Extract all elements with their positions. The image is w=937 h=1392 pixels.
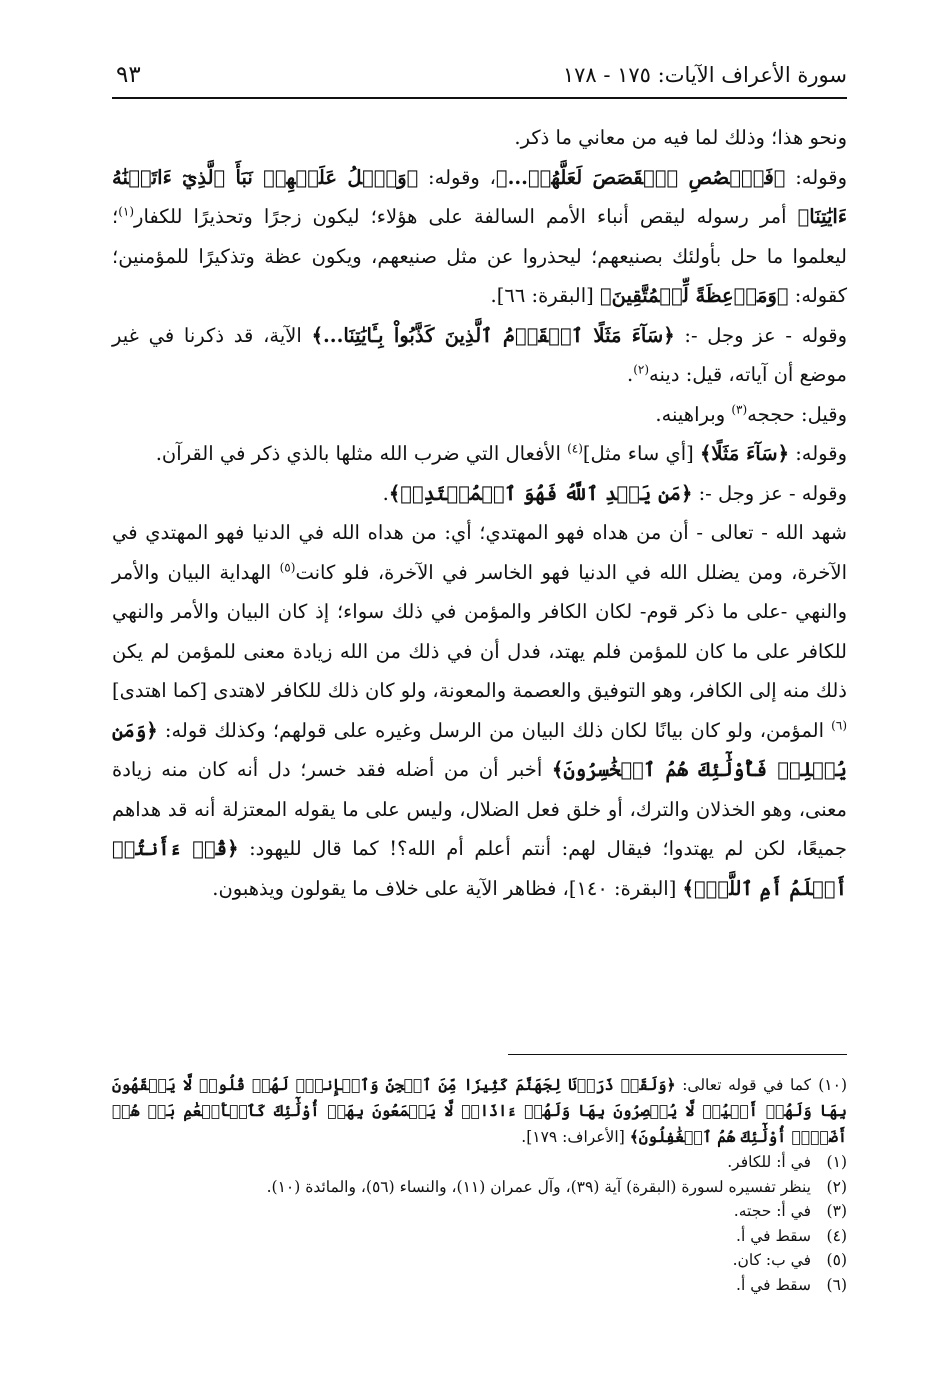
text-run: أمر رسوله ليقص أنباء الأمم السالفة على هؤلاء؛ ليكون زجرًا وتحذيرًا للكفار bbox=[134, 205, 798, 228]
footnote-number: (٥) bbox=[826, 1251, 847, 1269]
footnote-number: (١) bbox=[826, 1153, 847, 1171]
text-run: وبراهينه. bbox=[655, 402, 732, 426]
text-run: ، وقوله: bbox=[418, 165, 496, 189]
footnote-10 bbox=[112, 1072, 847, 1150]
footnote-ref-1: (١) bbox=[118, 204, 135, 219]
footnotes bbox=[112, 1072, 847, 1297]
running-title: سورة الأعراف الآيات: ١٧٥ - ١٧٨ bbox=[562, 63, 847, 87]
text-run: الهداية البيان والأمر والنهي -على ما ذكر قوم- لكان الكافر والمؤمن في ذلك سواء؛ إذ كان البيان والأمر والنهي للكافر على ما كان للمؤمن فلم يهتد، فدل أن في ذلك من الله زيادة معنى للمؤمن لم يكن ذلك منه إلى الكافر، وهو التوفيق والعصمة والمعونة، ولو كان ذلك للكافر لاهتدى [كما اهتدى] bbox=[112, 560, 847, 702]
text-run: [البقرة: ١٤٠]، فظاهر الآية على خلاف ما يقولون ويذهبون. bbox=[212, 876, 683, 900]
text-run: الآية، قد ذكرنا في غير موضع أن آياته، قيل: دينه bbox=[112, 323, 847, 386]
text-run: وقوله: bbox=[785, 165, 848, 189]
footnote-number: (٦) bbox=[826, 1275, 847, 1294]
quran-quote: ﴿قُلۡ ءَأَنتُمۡ أَعۡلَمُ أَمِ ٱللَّهُۗ﴾ bbox=[112, 837, 847, 900]
footnote-number: (٤) bbox=[826, 1226, 847, 1245]
footnote-number: (١٠) bbox=[818, 1076, 848, 1094]
text-run: [أي ساء مثل] bbox=[582, 442, 700, 465]
quran-quote: ﴿وَمَن يُضۡلِلۡ فَأُوْلَٰٓئِكَ هُمُ ٱلۡخَٰسِرُونَ﴾ bbox=[112, 718, 847, 781]
quran-quote: ﴿وَٱتۡلُ عَلَيۡهِمۡ نَبَأَ ٱلَّذِيٓ ءَاتَيۡنَٰهُ ءَايَٰتِنَا﴾ bbox=[112, 165, 847, 228]
text-run: [البقرة: ٦٦]. bbox=[490, 284, 600, 307]
footnote-text: في أ: حجته. bbox=[733, 1202, 811, 1220]
footnote-2 bbox=[112, 1175, 847, 1200]
text-run: وقوله: bbox=[789, 442, 847, 465]
quran-quote: ﴿سَآءَ مَثَلًا ٱلۡقَوۡمُ ٱلَّذِينَ كَذَّبُواْ بِـَٔايَٰتِنَا...﴾ bbox=[311, 323, 675, 347]
main-text bbox=[112, 118, 847, 908]
text-run: شهد الله - تعالى - أن من هداه فهو المهتدي؛ أي: من هداه الله في الدنيا فهو المهتدي في الآخرة، ومن يضلل الله في الدنيا فهو الخاسر في الآخرة، فلو كانت bbox=[112, 521, 847, 584]
footnote-ref-5: (٥) bbox=[279, 560, 296, 574]
footnote-ref-2: (٢) bbox=[633, 362, 650, 377]
text-run: وقوله - عز وجل -: bbox=[674, 323, 847, 347]
footnote-5 bbox=[112, 1248, 847, 1273]
quran-quote: ﴿فَٱقۡصُصِ ٱلۡقَصَصَ لَعَلَّهُمۡ...﴾ bbox=[495, 165, 786, 189]
text-run: وقيل: حججه bbox=[747, 402, 847, 426]
paragraph-5 bbox=[112, 434, 847, 474]
paragraph-6 bbox=[112, 474, 847, 514]
footnote-text: في أ: للكافر. bbox=[727, 1153, 811, 1171]
paragraph-3 bbox=[112, 316, 847, 395]
footnote-ref-6: (٦) bbox=[831, 718, 847, 732]
page-header bbox=[112, 58, 847, 98]
text-run: وقوله - عز وجل -: bbox=[692, 481, 847, 505]
text-run: المؤمن، ولو كان بيانًا لكان ذلك البيان من الرسل وغيره على قولهم؛ وكذلك قوله: bbox=[157, 718, 832, 742]
footnote-6 bbox=[112, 1273, 847, 1298]
quran-quote: ﴿سَآءَ مَثَلًا﴾ bbox=[699, 442, 790, 465]
footnote-text: سقط في أ. bbox=[736, 1226, 811, 1245]
paragraph-4 bbox=[112, 395, 847, 435]
text-run: الأفعال التي ضرب الله مثلها بالذي ذكر في القرآن. bbox=[155, 442, 568, 465]
footnote-ref-3: (٣) bbox=[731, 402, 748, 416]
quran-quote: ﴿وَمَوۡعِظَةً لِّلۡمُتَّقِينَ﴾ bbox=[599, 284, 789, 307]
footnote-4 bbox=[112, 1224, 847, 1249]
text-run: ؛ ليعلموا ما حل بأولئك بصنيعهم؛ ليحذروا عن مثل صنيعهم، ويكون عظة وتذكيرًا للمؤمنين؛ كقوله: bbox=[112, 205, 847, 307]
paragraph-2 bbox=[112, 158, 847, 316]
footnote-text: في ب: كان. bbox=[732, 1251, 811, 1269]
footnote-separator bbox=[508, 1054, 847, 1055]
text-run: [الأعراف: ١٧٩]. bbox=[521, 1128, 630, 1146]
footnote-number: (٢) bbox=[826, 1177, 847, 1196]
footnote-3 bbox=[112, 1199, 847, 1224]
header-rule bbox=[112, 97, 847, 99]
page-number: ٩٣ bbox=[116, 62, 141, 88]
footnote-text: ينظر تفسيره لسورة (البقرة) آية (٣٩)، وآل عمران (١١)، والنساء (٥٦)، والمائدة (١٠). bbox=[266, 1177, 811, 1196]
footnote-text: سقط في أ. bbox=[736, 1275, 811, 1294]
footnote-1 bbox=[112, 1150, 847, 1175]
text-run: . bbox=[382, 481, 389, 505]
quran-quote: ﴿وَلَقَدۡ ذَرَأۡنَا لِجَهَنَّمَ كَثِيرٗا مِّنَ ٱلۡجِنِّ وَٱلۡإِنسِۖ لَهُمۡ قُلُوبٞ لَّا يَفۡقَهُونَ بِهَا وَلَهُمۡ أَعۡيُنٞ لَّا يُبۡصِرُونَ بِهَا وَلَهُمۡ ءَاذَانٞ لَّا يَسۡمَعُونَ بِهَآۚ أُوْلَٰٓئِكَ كَٱلۡأَنۡعَٰمِ بَلۡ هُمۡ أَضَلُّۚ أُوْلَٰٓئِكَ هُمُ ٱلۡغَٰفِلُونَ﴾ bbox=[112, 1075, 847, 1146]
text-run: أخبر أن من أضله فقد خسر؛ دل أنه كان منه زيادة معنى، وهو الخذلان والترك، أو خلق فعل الضلال، وليس على ما يقوله المعتزلة أنه قد هداهم جميعًا، لكن لم يهتدوا؛ فيقال لهم: أنتم أعلم أم الله؟! كما قال لليهود: bbox=[112, 758, 847, 860]
paragraph-1: ونحو هذا؛ وذلك لما فيه من معاني ما ذكر. bbox=[514, 126, 847, 149]
paragraph-7 bbox=[112, 513, 847, 908]
text-run: كما في قوله تعالى: bbox=[675, 1076, 812, 1094]
footnote-ref-4: (٤) bbox=[567, 441, 583, 456]
quran-quote: ﴿مَن يَهۡدِ ٱللَّهُ فَهُوَ ٱلۡمُهۡتَدِيۖ﴾ bbox=[388, 481, 693, 505]
text-run: . bbox=[627, 363, 634, 386]
footnote-number: (٣) bbox=[826, 1202, 847, 1220]
